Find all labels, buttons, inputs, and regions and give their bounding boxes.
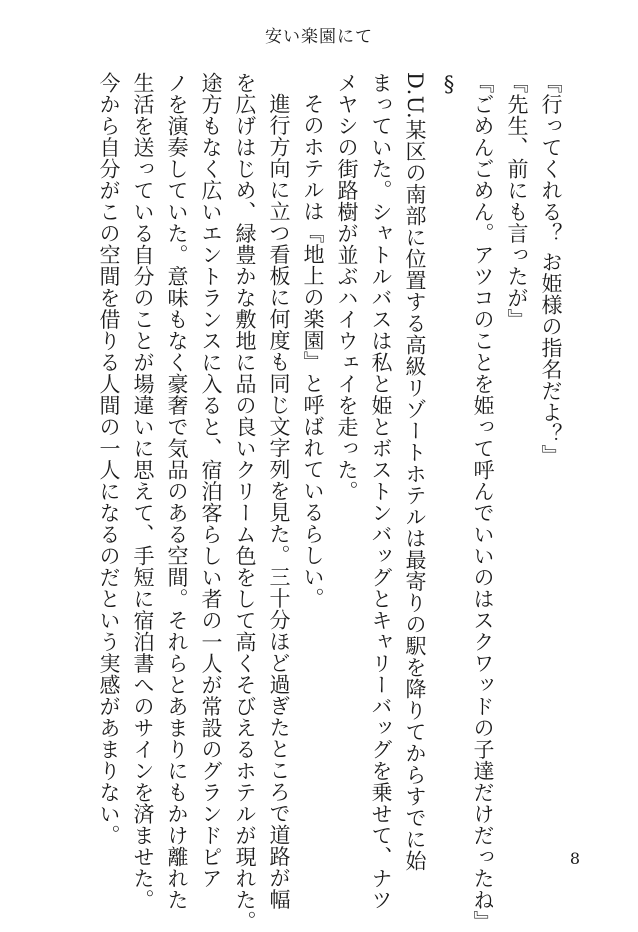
text-line: メヤシの街路樹が並ぶハイウェイを走った。 xyxy=(335,72,359,502)
text-line: まっていた。シャトルバスは私と姫とボストンバッグとキャリーバッグを乗せて、ナツ xyxy=(369,72,393,911)
text-line: 生活を送っている自分のことが場違いに思えて、手短に宿泊書へのサインを済ませた。 xyxy=(131,72,155,911)
text-line: 今から自分がこの空間を借りる人間の一人になるのだという実感があまりない。 xyxy=(97,72,121,846)
text-line: 『先生、前にも言ったが』 xyxy=(505,72,529,330)
text-line: D.U.某区の南部に位置する高級リゾートホテルは最寄りの駅を降りてからすでに始 xyxy=(403,72,427,872)
text-line: 『ごめんごめん。アツコのことを姫って呼んでいいのはスクワッドの子達だけだったね』 xyxy=(471,72,495,932)
vertical-text-body xyxy=(48,72,568,932)
text-line: 途方もなく広いエントランスに入ると、宿泊客らしい者の一人が常設のグランドピア xyxy=(199,72,223,889)
text-line: 『行ってくれる？ お姫様の指名だよ？』 xyxy=(539,72,563,467)
text-line: 進行方向に立つ看板に何度も同じ文字列を見た。三十分ほど過ぎたところで道路が幅 xyxy=(267,93,291,910)
text-line: を広げはじめ、緑豊かな敷地に品の良いクリーム色をして高くそびえるホテルが現れた。 xyxy=(233,72,257,932)
text-line: そのホテルは『地上の楽園』と呼ばれているらしい。 xyxy=(301,93,325,609)
section-mark: § xyxy=(437,72,461,97)
running-header: 安い楽園にて xyxy=(265,27,373,47)
page-number: 8 xyxy=(569,849,580,868)
text-line: ノを演奏していた。意味もなく豪奢で気品のある空間。それらとあまりにもかけ離れた xyxy=(165,72,189,911)
